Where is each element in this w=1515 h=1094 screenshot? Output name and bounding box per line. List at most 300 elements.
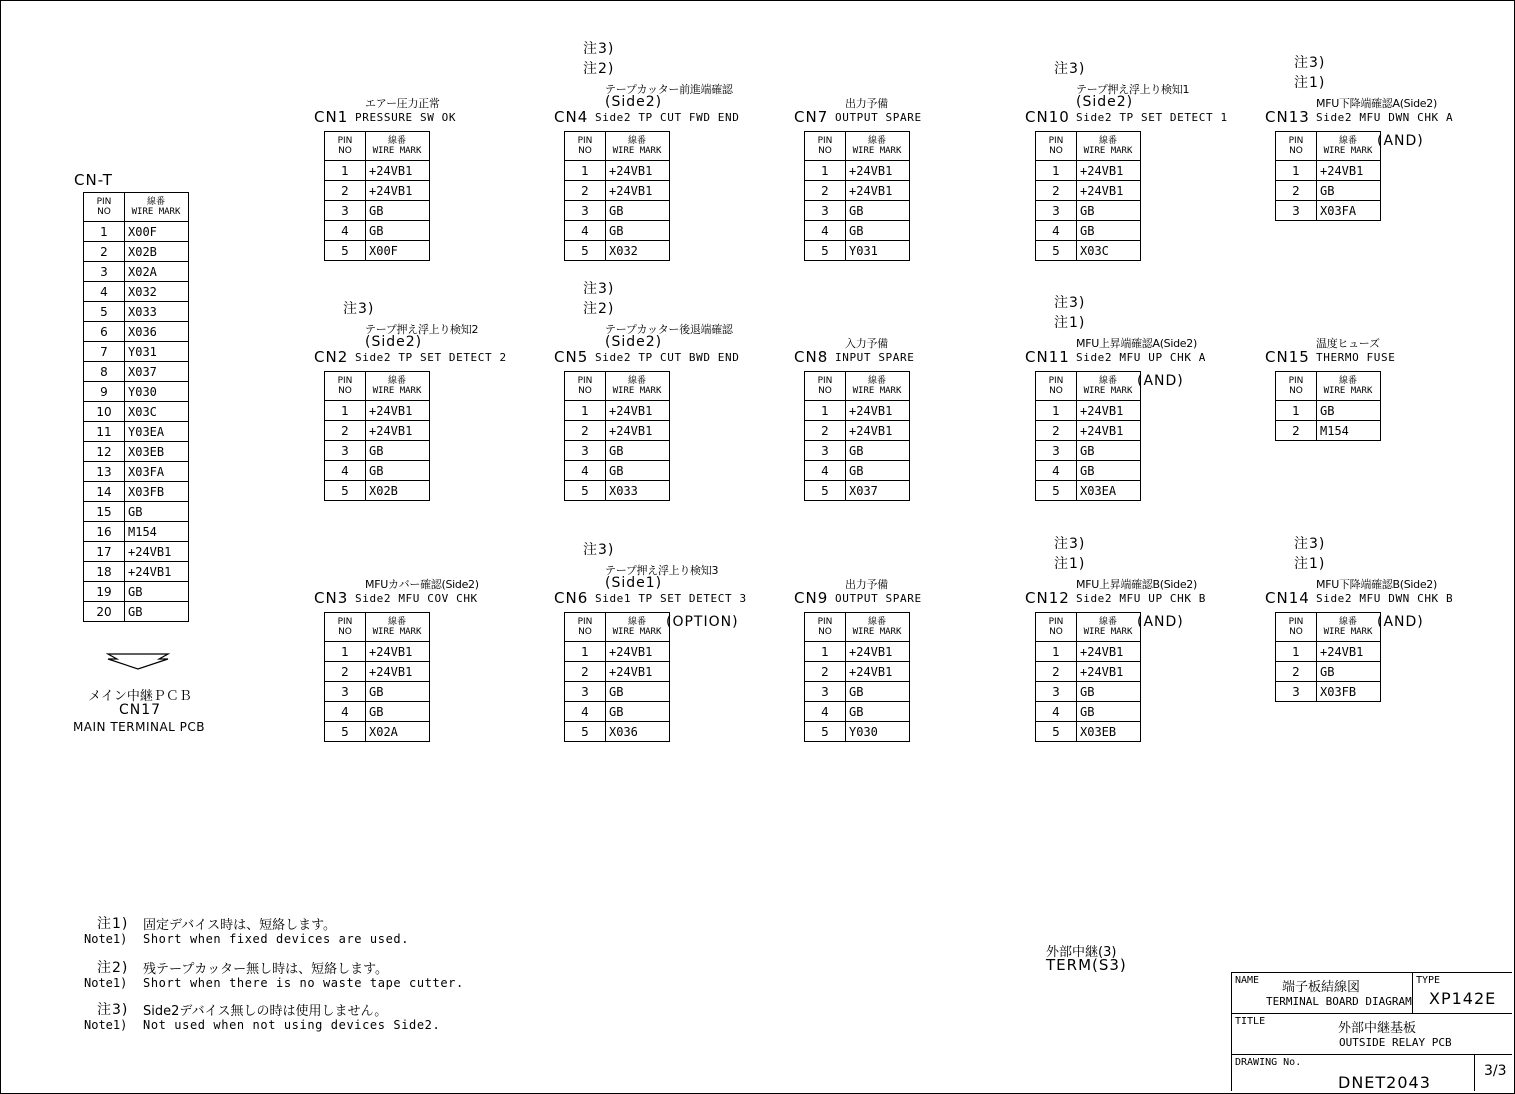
pin-number: 18 (84, 562, 125, 582)
footnote-label-jp: 注2) (97, 960, 129, 976)
wire-mark: GB (125, 502, 189, 522)
table-row (84, 222, 189, 242)
wire-mark: GB (366, 461, 430, 481)
table-row (565, 241, 670, 261)
wire-mark: X03C (1077, 241, 1141, 261)
table-header-row (325, 132, 430, 161)
table-row (84, 522, 189, 542)
title-block (1231, 972, 1512, 1091)
connector-description: OUTPUT SPARE (835, 111, 922, 124)
connector-label-jp: テープ押え浮上り検知1 (1076, 83, 1190, 96)
connector-label-jp: MFUカバー確認(Side2) (365, 578, 479, 591)
wire-mark-header: 線番 WIRE MARK (1077, 372, 1141, 401)
wire-mark: +24VB1 (846, 161, 910, 181)
connector-label-jp: 出力予備 (845, 97, 888, 110)
table-header-row (565, 613, 670, 642)
table-row (1276, 682, 1381, 702)
table-row (84, 602, 189, 622)
table-row (1036, 461, 1141, 481)
pin-number: 1 (325, 642, 366, 662)
wire-mark: GB (846, 441, 910, 461)
pin-number: 2 (805, 662, 846, 682)
pin-number: 3 (325, 201, 366, 221)
footnote-text-en: Not used when not using devices Side2. (143, 1018, 441, 1032)
wire-mark-header: 線番 WIRE MARK (1317, 613, 1381, 642)
pin-number: 3 (805, 682, 846, 702)
footnote-label-en: Note1) (84, 976, 128, 990)
footnote-text-en: Short when fixed devices are used. (143, 932, 410, 946)
table-row (805, 722, 910, 742)
table-row (805, 441, 910, 461)
wire-mark: +24VB1 (1317, 161, 1381, 181)
wire-mark: +24VB1 (1077, 161, 1141, 181)
pin-number: 3 (565, 682, 606, 702)
table-row (805, 662, 910, 682)
table-row (1036, 702, 1141, 722)
connector-description: Side2 MFU COV CHK (355, 592, 478, 605)
wire-mark: +24VB1 (606, 421, 670, 441)
connector-label-jp: 温度ヒューズ (1316, 337, 1380, 350)
pin-no-header: PIN NO (1276, 372, 1317, 401)
connector-note: 注1) (1054, 315, 1086, 331)
pin-no-header: PIN NO (1276, 613, 1317, 642)
table-header-row (805, 613, 910, 642)
connector-label-jp: テープ押え浮上り検知2 (365, 323, 479, 336)
pin-number: 2 (1036, 181, 1077, 201)
term-label-en: TERM(S3) (1046, 956, 1127, 974)
connector-description: Side1 TP SET DETECT 3 (595, 592, 747, 605)
wire-mark-header: 線番 WIRE MARK (366, 132, 430, 161)
pin-number: 3 (1276, 682, 1317, 702)
table-header-row (805, 132, 910, 161)
wire-mark: X03C (125, 402, 189, 422)
wire-mark: +24VB1 (1077, 181, 1141, 201)
connector-note: 注1) (1294, 75, 1326, 91)
pin-number: 4 (805, 702, 846, 722)
connector-extra-label: (OPTION) (666, 614, 739, 630)
pin-number: 3 (565, 441, 606, 461)
wire-mark-header: 線番 WIRE MARK (606, 372, 670, 401)
wire-mark: +24VB1 (366, 662, 430, 682)
wire-mark: +24VB1 (1077, 421, 1141, 441)
connector-label-jp: 入力予備 (845, 337, 888, 350)
name-en: TERMINAL BOARD DIAGRAM (1266, 995, 1412, 1008)
pin-no-header: PIN NO (805, 372, 846, 401)
table-row (805, 401, 910, 421)
connector-id: CN5 (554, 348, 589, 366)
wire-mark: +24VB1 (1317, 642, 1381, 662)
pin-number: 5 (805, 722, 846, 742)
wire-mark: GB (1317, 181, 1381, 201)
connector-side: (Side2) (605, 334, 663, 350)
pin-number: 19 (84, 582, 125, 602)
table-row (84, 462, 189, 482)
table-row (1036, 401, 1141, 421)
connector-note: 注3) (1054, 295, 1086, 311)
pin-number: 4 (325, 221, 366, 241)
table-row (84, 362, 189, 382)
table-row (1036, 441, 1141, 461)
connector-description: Side2 TP SET DETECT 1 (1076, 111, 1228, 124)
wire-mark-header: 線番 WIRE MARK (1077, 613, 1141, 642)
pin-number: 2 (565, 421, 606, 441)
table-row (84, 382, 189, 402)
table-header-row (1276, 613, 1381, 642)
pin-number: 4 (325, 702, 366, 722)
connector-label-jp: テープカッター前進端確認 (605, 83, 733, 96)
wire-mark: GB (606, 201, 670, 221)
wire-mark: X036 (606, 722, 670, 742)
pin-number: 2 (84, 242, 125, 262)
connector-note: 注3) (1054, 536, 1086, 552)
connector-description: PRESSURE SW OK (355, 111, 457, 124)
table-row (84, 542, 189, 562)
wire-mark: GB (125, 582, 189, 602)
pin-number: 4 (805, 461, 846, 481)
title-en: OUTSIDE RELAY PCB (1339, 1036, 1452, 1049)
wire-mark: X032 (125, 282, 189, 302)
name-label: NAME (1235, 975, 1260, 986)
connector-description: THERMO FUSE (1316, 351, 1396, 364)
connector-id: CN7 (794, 108, 829, 126)
pin-number: 1 (805, 642, 846, 662)
connector-description: Side2 TP SET DETECT 2 (355, 351, 507, 364)
pin-number: 4 (565, 461, 606, 481)
wire-mark: GB (366, 441, 430, 461)
wire-mark: X00F (366, 241, 430, 261)
table-row (805, 161, 910, 181)
wire-mark: X02B (366, 481, 430, 501)
pin-number: 2 (565, 181, 606, 201)
pin-number: 4 (1036, 461, 1077, 481)
pin-number: 3 (325, 682, 366, 702)
table-header-row (1036, 372, 1141, 401)
wire-mark: +24VB1 (606, 161, 670, 181)
wire-mark: X03EA (1077, 481, 1141, 501)
footnote-label-jp: 注1) (97, 916, 129, 932)
pin-no-header: PIN NO (565, 613, 606, 642)
pin-number: 2 (1276, 421, 1317, 441)
pin-number: 2 (805, 421, 846, 441)
table-row (1036, 682, 1141, 702)
wire-mark: Y031 (846, 241, 910, 261)
pin-number: 2 (1276, 662, 1317, 682)
connector-extra-label: (AND) (1377, 133, 1424, 149)
wire-mark: GB (1077, 201, 1141, 221)
wire-mark: GB (1077, 461, 1141, 481)
drawing-cell (1232, 1055, 1512, 1091)
connector-note: 注3) (583, 281, 615, 297)
pin-no-header: PIN NO (1036, 372, 1077, 401)
connector-extra-label: (AND) (1137, 614, 1184, 630)
table-row (84, 282, 189, 302)
pin-number: 3 (84, 262, 125, 282)
wire-mark: +24VB1 (366, 161, 430, 181)
connector-note: 注3) (1294, 536, 1326, 552)
pin-number: 1 (84, 222, 125, 242)
wire-mark-header: 線番 WIRE MARK (606, 613, 670, 642)
wire-mark: X03FA (1317, 201, 1381, 221)
wire-mark: X02A (366, 722, 430, 742)
wire-mark: +24VB1 (366, 181, 430, 201)
connector-note: 注3) (1294, 55, 1326, 71)
pin-number: 5 (805, 481, 846, 501)
table-header-row (325, 613, 430, 642)
pin-number: 2 (325, 181, 366, 201)
table-header-row (1276, 372, 1381, 401)
connector-label-jp: MFU下降端確認B(Side2) (1316, 578, 1437, 591)
pin-number: 1 (565, 401, 606, 421)
wire-mark: X037 (125, 362, 189, 382)
pin-number: 4 (325, 461, 366, 481)
connector-pin-table (324, 131, 430, 261)
table-header-row (565, 372, 670, 401)
connector-note: 注2) (583, 61, 615, 77)
pin-no-header: PIN NO (805, 613, 846, 642)
table-row (1276, 401, 1381, 421)
pin-number: 5 (84, 302, 125, 322)
table-row (325, 722, 430, 742)
pin-number: 2 (1036, 662, 1077, 682)
wire-mark: GB (846, 702, 910, 722)
table-row (565, 481, 670, 501)
table-row (805, 682, 910, 702)
pin-number: 3 (805, 441, 846, 461)
pin-no-header: PIN NO (325, 132, 366, 161)
pin-number: 5 (565, 722, 606, 742)
connector-id: CN14 (1265, 589, 1310, 607)
footnote-text-en: Short when there is no waste tape cutter. (143, 976, 464, 990)
wire-mark: GB (606, 682, 670, 702)
connector-description: INPUT SPARE (835, 351, 915, 364)
table-row (84, 402, 189, 422)
wire-mark: X00F (125, 222, 189, 242)
wire-mark: GB (1317, 662, 1381, 682)
pin-number: 8 (84, 362, 125, 382)
wire-mark: +24VB1 (606, 401, 670, 421)
table-row (805, 181, 910, 201)
wire-mark: GB (846, 221, 910, 241)
pin-no-header: PIN NO (1036, 613, 1077, 642)
pin-number: 4 (1036, 221, 1077, 241)
wire-mark: GB (846, 461, 910, 481)
type-cell (1413, 973, 1512, 1014)
wire-mark: +24VB1 (366, 421, 430, 441)
table-row (565, 181, 670, 201)
pin-number: 10 (84, 402, 125, 422)
pin-number: 1 (1036, 642, 1077, 662)
pin-number: 20 (84, 602, 125, 622)
connector-id: CN11 (1025, 348, 1070, 366)
footnote-label-jp: 注3) (97, 1002, 129, 1018)
pin-number: 2 (805, 181, 846, 201)
table-row (805, 221, 910, 241)
wire-mark-header: 線番 WIRE MARK (366, 613, 430, 642)
connector-note: 注1) (1054, 556, 1086, 572)
table-row (565, 201, 670, 221)
table-header-row (1036, 132, 1141, 161)
wire-mark-header: 線番 WIRE MARK (1317, 372, 1381, 401)
table-row (325, 161, 430, 181)
wire-mark: GB (1077, 441, 1141, 461)
pin-number: 5 (565, 241, 606, 261)
connector-extra-label: (AND) (1137, 373, 1184, 389)
pin-number: 1 (1036, 161, 1077, 181)
connector-description: Side2 MFU DWN CHK A (1316, 111, 1454, 124)
wire-mark-header: 線番 WIRE MARK (846, 372, 910, 401)
pin-number: 1 (325, 161, 366, 181)
pin-number: 3 (1036, 682, 1077, 702)
connector-pin-table (1035, 371, 1141, 501)
connector-side: (Side2) (365, 334, 423, 350)
pin-number: 1 (1276, 401, 1317, 421)
table-row (1276, 201, 1381, 221)
pin-number: 5 (325, 722, 366, 742)
pin-number: 5 (325, 481, 366, 501)
table-header-row (1276, 132, 1381, 161)
wire-mark: +24VB1 (846, 662, 910, 682)
connector-note: 注3) (583, 542, 615, 558)
name-cell (1232, 973, 1413, 1014)
table-row (565, 221, 670, 241)
table-row (565, 662, 670, 682)
table-row (565, 441, 670, 461)
pin-no-header: PIN NO (565, 132, 606, 161)
connector-note: 注2) (583, 301, 615, 317)
connector-id: CN8 (794, 348, 829, 366)
table-row (1036, 421, 1141, 441)
wire-mark: X036 (125, 322, 189, 342)
cn-t-target-cn: CN17 (118, 702, 162, 718)
wire-mark: X03EB (1077, 722, 1141, 742)
wire-mark: Y031 (125, 342, 189, 362)
pin-number: 3 (325, 441, 366, 461)
connector-pin-table (804, 371, 910, 501)
pin-no-header: PIN NO (1276, 132, 1317, 161)
table-row (1276, 161, 1381, 181)
table-row (84, 302, 189, 322)
pin-number: 1 (325, 401, 366, 421)
sheet-number: 3/3 (1484, 1063, 1507, 1079)
connector-side: (Side2) (605, 94, 663, 110)
table-row (1276, 421, 1381, 441)
pin-number: 1 (805, 161, 846, 181)
wire-mark: X037 (846, 481, 910, 501)
pin-number: 3 (1036, 201, 1077, 221)
wire-mark: GB (606, 461, 670, 481)
wire-mark: GB (1077, 682, 1141, 702)
table-row (84, 442, 189, 462)
connector-id: CN1 (314, 108, 349, 126)
type-label: TYPE (1416, 975, 1441, 986)
footnote-text-jp: Side2デバイス無しの時は使用しません。 (143, 1004, 388, 1019)
cn-t-title: CN-T (74, 171, 113, 189)
connector-side: (Side1) (605, 575, 663, 591)
drawing-value: DNET2043 (1338, 1073, 1431, 1092)
table-row (805, 481, 910, 501)
table-row (565, 722, 670, 742)
pin-number: 1 (805, 401, 846, 421)
wire-mark: +24VB1 (125, 562, 189, 582)
cn-t-target-jp: メイン中継ＰＣＢ (88, 689, 192, 704)
table-row (1036, 241, 1141, 261)
pin-number: 1 (1036, 401, 1077, 421)
wire-mark-header: 線番 WIRE MARK (606, 132, 670, 161)
pin-number: 5 (1036, 241, 1077, 261)
table-row (84, 582, 189, 602)
wire-mark-header: 線番 WIRE MARK (846, 613, 910, 642)
table-row (1036, 161, 1141, 181)
pin-number: 5 (1036, 481, 1077, 501)
table-row (805, 201, 910, 221)
footnote-label-en: Note1) (84, 932, 128, 946)
wire-mark: X033 (125, 302, 189, 322)
table-row (805, 702, 910, 722)
pin-number: 15 (84, 502, 125, 522)
connector-pin-table (1035, 612, 1141, 742)
table-row (1036, 481, 1141, 501)
pin-no-header: PIN NO (325, 372, 366, 401)
name-jp: 端子板結線図 (1282, 980, 1361, 995)
connector-pin-table (1275, 131, 1381, 221)
table-row (325, 201, 430, 221)
pin-number: 4 (565, 221, 606, 241)
pin-number: 1 (565, 161, 606, 181)
wire-mark: GB (846, 682, 910, 702)
pin-no-header: PIN NO (565, 372, 606, 401)
pin-number: 4 (1036, 702, 1077, 722)
pin-number: 4 (84, 282, 125, 302)
table-row (325, 221, 430, 241)
title-jp: 外部中継基板 (1338, 1021, 1417, 1036)
wire-mark-header: 線番 WIRE MARK (846, 132, 910, 161)
connector-note: 注1) (1294, 556, 1326, 572)
footnote-label-en: Note1) (84, 1018, 128, 1032)
wire-mark: X03EB (125, 442, 189, 462)
pin-number: 3 (1036, 441, 1077, 461)
table-header-row (1036, 613, 1141, 642)
connector-label-jp: エアー圧力正常 (365, 97, 440, 110)
connector-label-jp: MFU上昇端確認A(Side2) (1076, 337, 1197, 350)
wire-mark: M154 (1317, 421, 1381, 441)
table-row (565, 161, 670, 181)
connector-description: Side2 MFU UP CHK A (1076, 351, 1207, 364)
wire-mark: GB (366, 682, 430, 702)
table-row (325, 481, 430, 501)
connector-label-jp: 出力予備 (845, 578, 888, 591)
connector-description: Side2 MFU UP CHK B (1076, 592, 1207, 605)
connector-pin-table (804, 612, 910, 742)
pin-number: 1 (565, 642, 606, 662)
pin-no-header: PIN NO (805, 132, 846, 161)
table-row (84, 322, 189, 342)
sheet-divider (1474, 1055, 1475, 1091)
pin-number: 13 (84, 462, 125, 482)
table-row (1276, 662, 1381, 682)
wire-mark: Y030 (125, 382, 189, 402)
wire-mark: M154 (125, 522, 189, 542)
connector-label-jp: MFU下降端確認A(Side2) (1316, 97, 1437, 110)
pin-number: 17 (84, 542, 125, 562)
table-row (565, 401, 670, 421)
connector-pin-table (324, 371, 430, 501)
wire-mark: X03FB (1317, 682, 1381, 702)
pin-number: 9 (84, 382, 125, 402)
wire-mark: +24VB1 (125, 542, 189, 562)
connector-id: CN4 (554, 108, 589, 126)
wire-mark: X02A (125, 262, 189, 282)
cn-t-target-en: MAIN TERMINAL PCB (72, 720, 206, 734)
